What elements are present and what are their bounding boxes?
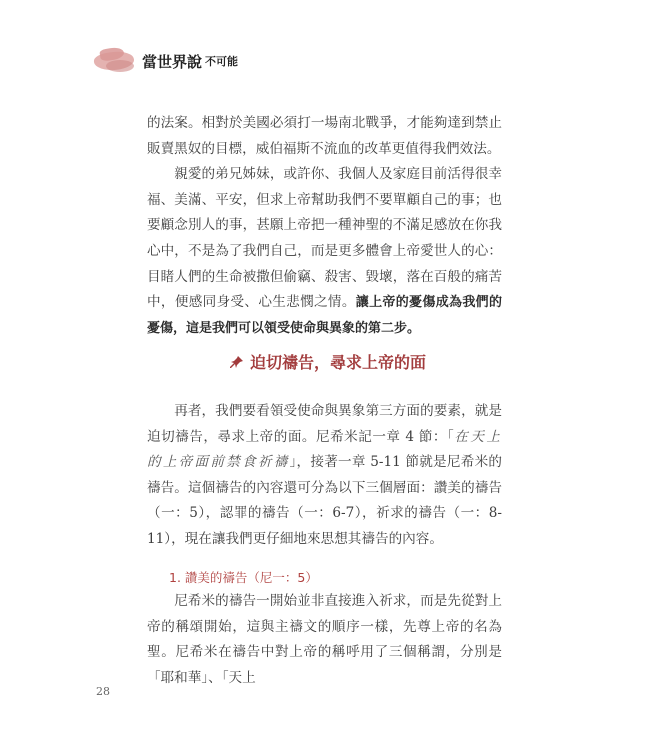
body-text-block-1 bbox=[147, 111, 502, 341]
body-text-block-2 bbox=[147, 399, 502, 553]
paragraph: 的法案。相對於美國必須打一場南北戰爭，才能夠達到禁止販賣黑奴的目標，威伯福斯不流血的改革更值得我們效法。 bbox=[147, 115, 502, 157]
paragraph bbox=[147, 399, 502, 553]
paragraph bbox=[147, 162, 502, 341]
hand-stamp-graphic-icon bbox=[92, 46, 138, 76]
bold-emphasis: 讓上帝的憂傷成為我們的憂傷，這是我們可以領受使命與異象的第二步。 bbox=[147, 295, 502, 336]
paragraph: 尼希米的禱告一開始並非直接進入祈求，而是先從對上帝的稱頌開始，這與主禱文的順序一樣，先尊上帝的名為聖。尼希米在禱告中對上帝的稱呼用了三個稱謂，分別是「耶和華」、「天上 bbox=[147, 593, 502, 686]
page-number: 28 bbox=[96, 685, 110, 698]
book-subtitle: 不可能 bbox=[205, 55, 239, 68]
running-head bbox=[92, 44, 238, 78]
pushpin-icon bbox=[230, 355, 244, 369]
paragraph-text: 」，接著一章 5-11 節就是尼希米的禱告。這個禱告的內容還可分為以下三個層面：讚美的禱告（一：5），認罪的禱告（一：6-7），祈求的禱告（一：8-11），現在讓我們更仔細地來思想其禱告的內容。 bbox=[147, 454, 502, 547]
paragraph-text: 再者，我們要看領受使命與異象第三方面的要素，就是迫切禱告，尋求上帝的面。尼希米記一章 4 節：「 bbox=[147, 403, 502, 445]
section-heading-text: 迫切禱告，尋求上帝的面 bbox=[250, 353, 427, 372]
section-heading bbox=[230, 350, 426, 373]
paragraph-text: 親愛的弟兄姊妹，或許你、我個人及家庭目前活得很幸福、美滿、平安，但求上帝幫助我們不要單顧自己的事；也要顧念別人的事，甚願上帝把一種神聖的不滿足感放在你我心中，不是為了我們自己，而是更多體會上帝愛世人的心：目睹人們的生命被撒但偷竊、殺害、毀壞，落在百般的痛苦中，便感同身受、心生悲憫之情。 bbox=[147, 166, 502, 311]
scripture-quote: 在天上的上帝面前禁食祈禱 bbox=[147, 428, 502, 471]
book-title: 當世界說 bbox=[142, 52, 203, 71]
body-text-block-3 bbox=[147, 589, 502, 691]
subheading: 1. 讚美的禱告（尼一：5） bbox=[169, 570, 318, 585]
